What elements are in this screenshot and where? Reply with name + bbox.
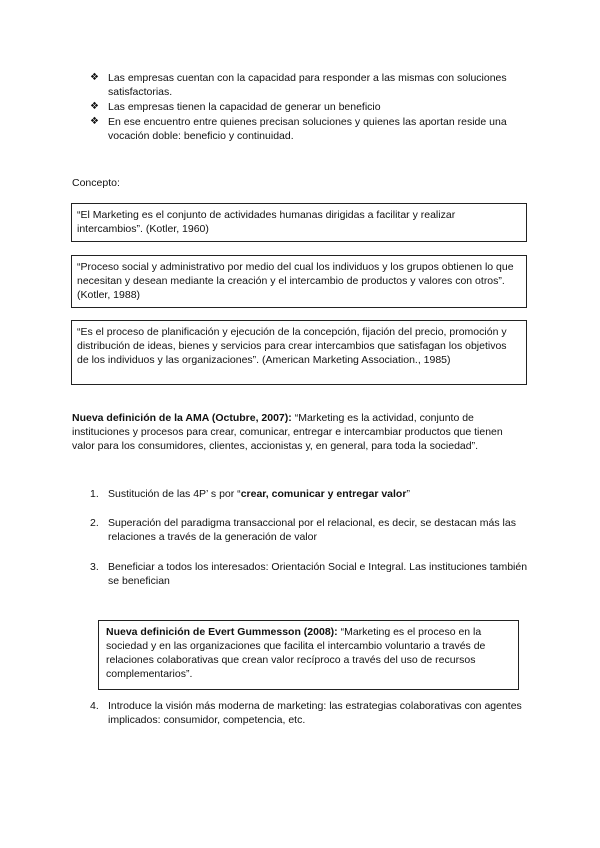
list-text-post: ”	[406, 488, 410, 500]
list-text	[108, 487, 528, 501]
quote-box-ama-1985	[71, 320, 527, 385]
list-text: Beneficiar a todos los interesados: Orientación Social e Integral. Las instituciones también se benefician	[108, 561, 528, 587]
list-text-pre: Sustitución de las 4P’ s por “	[108, 488, 241, 500]
quote-text: “El Marketing es el conjunto de actividades humanas dirigidas a facilitar y realizar intercambios”. (Kotler, 1960)	[77, 209, 456, 235]
diamond-bullet-icon: ❖	[90, 116, 99, 127]
gummesson-definition-box	[98, 620, 519, 690]
bullet-text: En ese encuentro entre quienes precisan soluciones y quienes las aportan reside una vocación doble: beneficio y continuidad.	[108, 116, 507, 142]
ama-heading: Nueva definición de la AMA (Octubre, 2007):	[72, 412, 292, 424]
list-text: Introduce la visión más moderna de marketing: las estrategias colaborativas con agentes implicados: consumidor, competencia, etc.	[108, 700, 522, 726]
ama-definition	[72, 411, 524, 453]
bullet-text: Las empresas cuentan con la capacidad para responder a las mismas con soluciones satisfactorias.	[108, 72, 507, 98]
list-number: 2.	[90, 517, 99, 529]
bullet-item	[90, 71, 520, 99]
diamond-bullet-icon: ❖	[90, 101, 99, 112]
list-number: 4.	[90, 700, 99, 712]
diamond-bullet-icon: ❖	[90, 72, 99, 83]
list-number: 3.	[90, 561, 99, 573]
bullet-item	[90, 100, 520, 114]
quote-box-kotler-1988	[71, 255, 527, 308]
quote-text: “Es el proceso de planificación y ejecución de la concepción, fijación del precio, promoción y distribución de ideas, bienes y servicios para crear intercambios que satisfagan los objetivos de los individuos y las organizaciones”. (American Marketing Association., 1985)	[77, 326, 507, 366]
bullet-list	[90, 71, 520, 144]
quote-box-kotler-1960	[71, 203, 527, 242]
bullet-text: Las empresas tienen la capacidad de generar un beneficio	[108, 101, 381, 113]
bullet-item	[90, 115, 520, 143]
list-number: 1.	[90, 488, 99, 500]
gummesson-text: “Marketing es el proceso en la sociedad y en las organizaciones que facilita el intercambio voluntario a través de relaciones colaborativas que crean valor recíproco a través del uso de recursos complementarios”.	[106, 626, 486, 680]
list-text-bold: crear, comunicar y entregar valor	[240, 488, 407, 500]
list-text: Superación del paradigma transaccional por el relacional, es decir, se destacan más las relaciones a través de la generación de valor	[108, 517, 516, 543]
gummesson-heading: Nueva definición de Evert Gummesson (2008):	[106, 626, 338, 638]
concept-label: Concepto:	[72, 177, 120, 189]
quote-text: “Proceso social y administrativo por medio del cual los individuos y los grupos obtienen lo que necesitan y desean mediante la creación y el intercambio de productos y valores con otros”. (Kotler, 1988)	[77, 261, 514, 301]
ama-text: “Marketing es la actividad, conjunto de instituciones y procesos para crear, comunicar, entregar e intercambiar productos que tienen valor para los consumidores, clientes, accionistas y, en general, para toda la sociedad”.	[72, 412, 503, 452]
